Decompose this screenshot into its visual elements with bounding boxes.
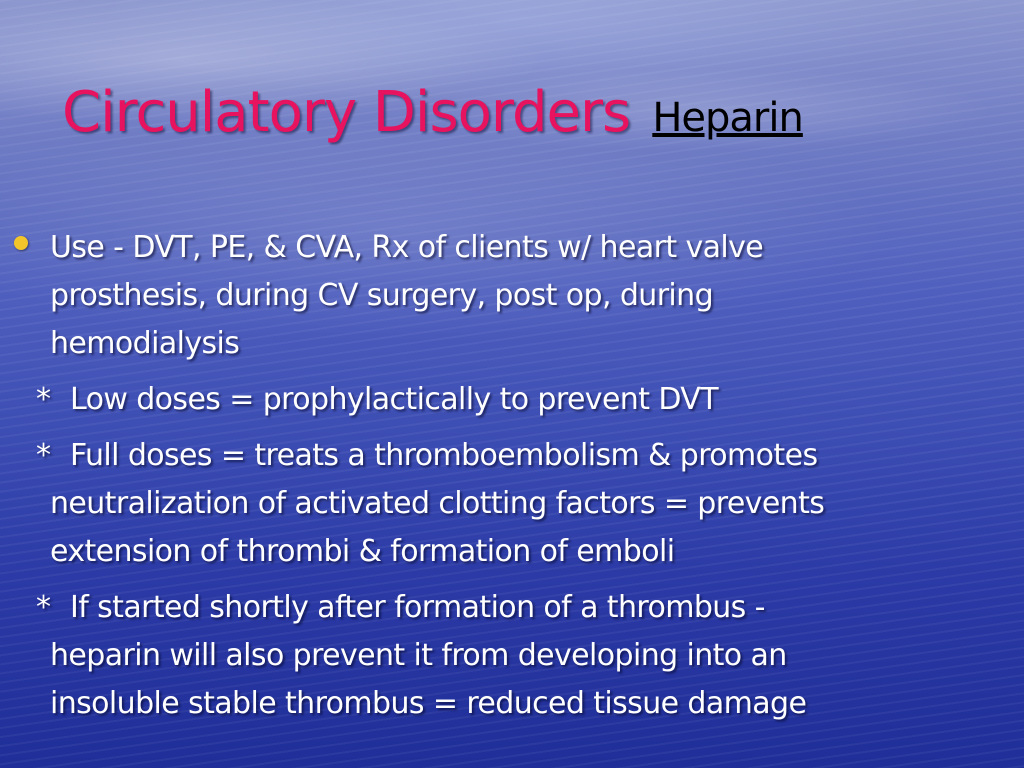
bullet-line-2: prosthesis, during CV surgery, post op, during (50, 278, 714, 313)
title-main: Circulatory Disorders (62, 80, 631, 145)
sub-point-2-line-3: extension of thrombi & formation of emboli (50, 534, 675, 569)
sub-point-3-line-1: If started shortly after formation of a thrombus - (70, 590, 765, 625)
sub-point-1-line-1: Low doses = prophylactically to prevent DVT (70, 382, 718, 417)
sub-point-2-line-2: neutralization of activated clotting factors = prevents (50, 486, 825, 521)
sub-point-3-line-2: heparin will also prevent it from developing into an (50, 638, 787, 673)
bullet-dot-icon (14, 236, 28, 250)
asterisk-marker: * (36, 438, 51, 473)
bullet-line-3: hemodialysis (50, 326, 240, 361)
sub-point-3-line-3: insoluble stable thrombus = reduced tissue damage (50, 686, 807, 721)
sub-point-2-line-1: Full doses = treats a thromboembolism & promotes (70, 438, 818, 473)
slide-title (62, 80, 803, 145)
title-subtitle: Heparin (652, 95, 803, 141)
asterisk-marker: * (36, 382, 51, 417)
asterisk-marker: * (36, 590, 51, 625)
bullet-line-1: Use - DVT, PE, & CVA, Rx of clients w/ heart valve (50, 230, 764, 265)
